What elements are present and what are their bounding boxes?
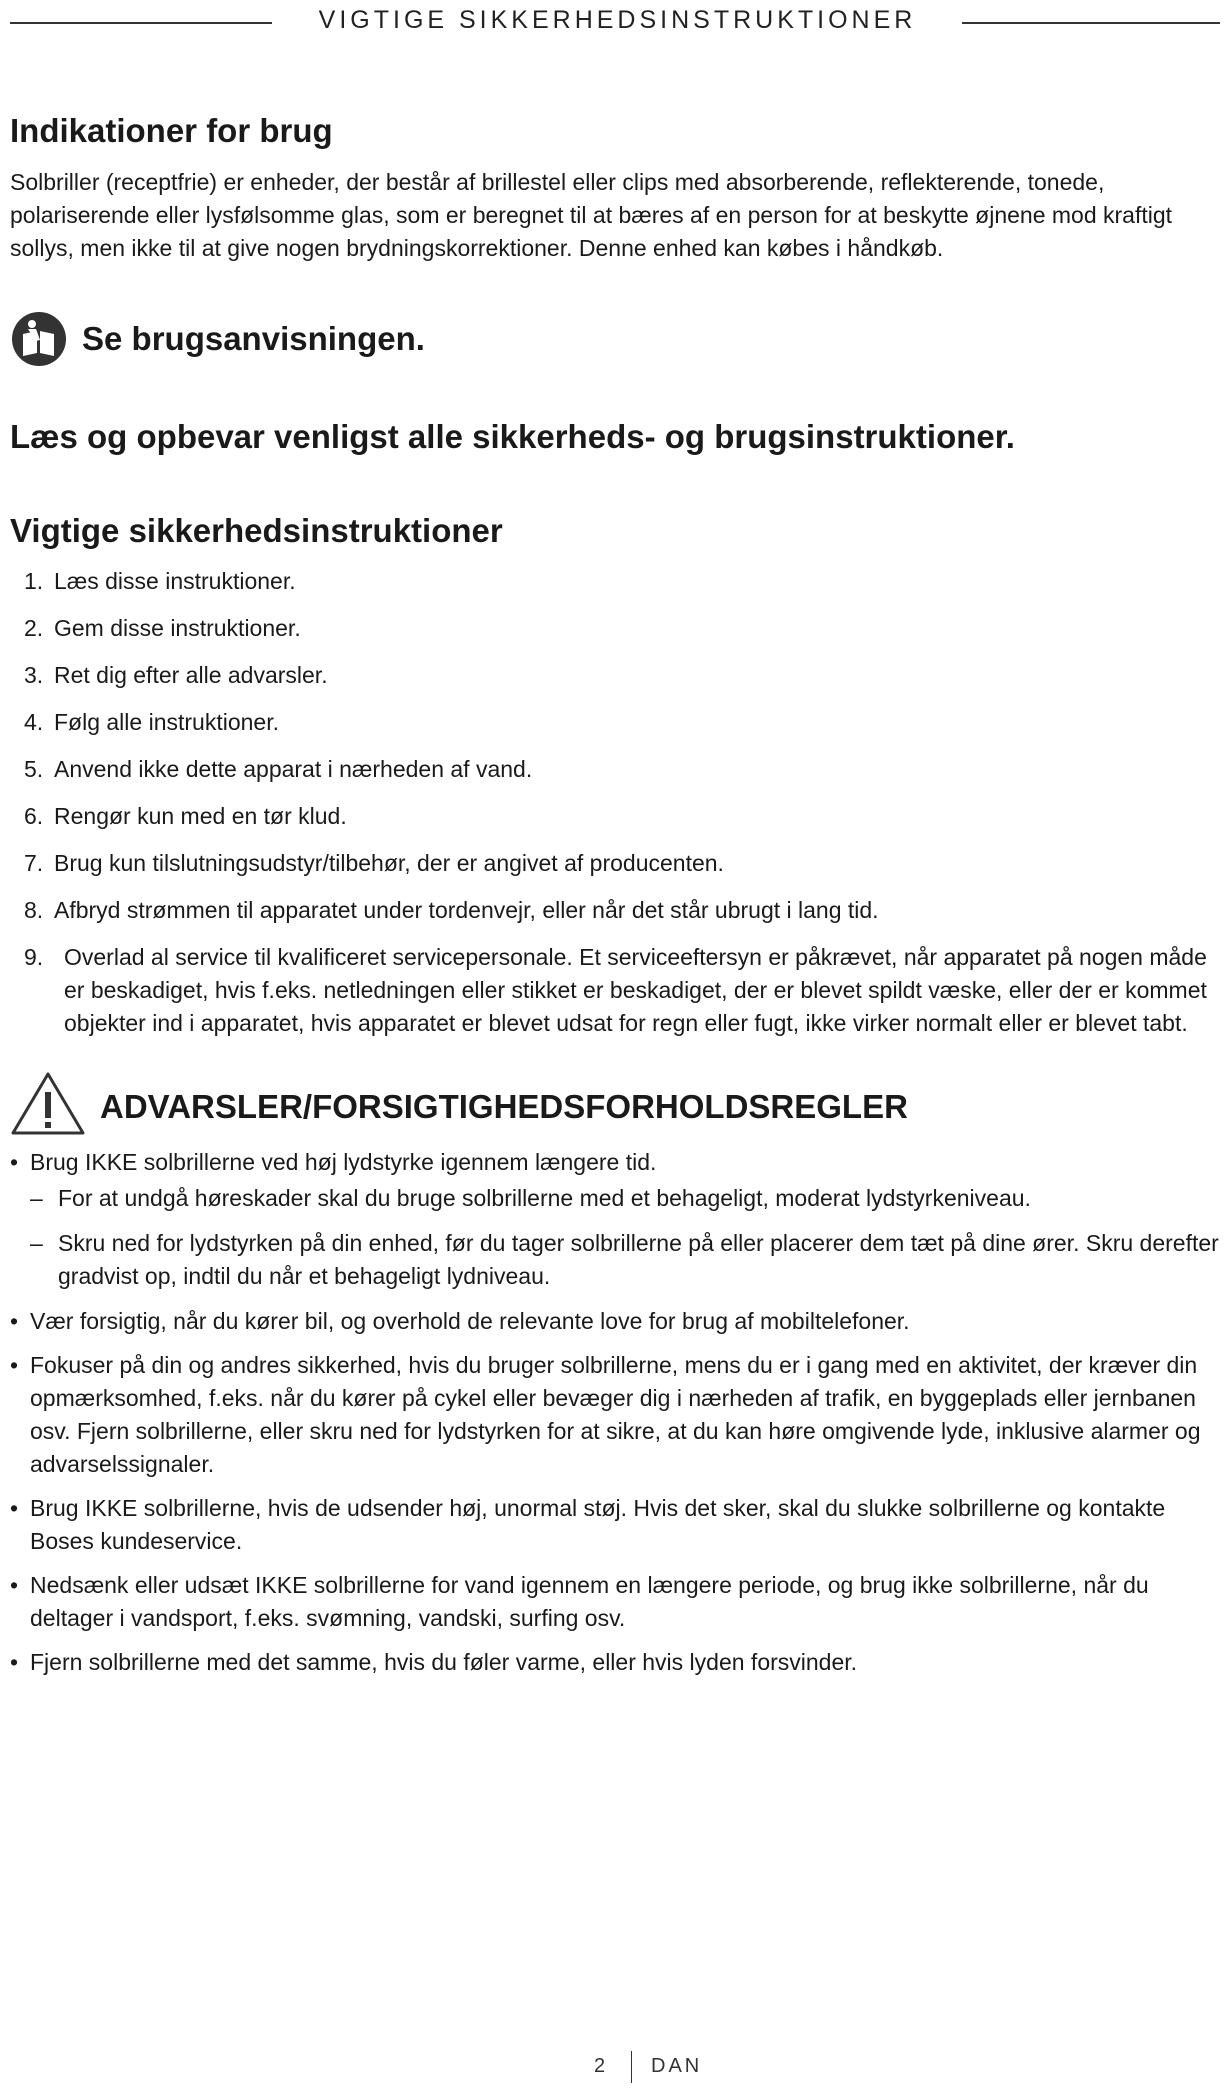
bullet-symbol: • xyxy=(10,1149,19,1175)
indications-heading: Indikationer for brug xyxy=(10,112,333,149)
list-item xyxy=(24,753,1224,786)
safety-heading: Vigtige sikkerhedsinstruktioner xyxy=(10,512,503,549)
list-item-number: 5. xyxy=(24,756,44,782)
list-item xyxy=(24,612,1224,645)
indications-paragraph: Solbriller (receptfrie) er enheder, der består af brillestel eller clips med absorberende, reflekterende, tonede, polariserende eller lysfølsomme glas, som er beregnet til at bæres af en person for at beskytte øjnene mod kraftigt sollys, men ikke til at give nogen brydningskorrektioner. Denne enhed kan købes i håndkøb. xyxy=(10,169,1173,261)
list-item-number: 8. xyxy=(24,897,44,923)
list-item xyxy=(10,1492,1220,1558)
bullet-symbol: • xyxy=(10,1352,19,1378)
header-rule-right xyxy=(962,22,1220,24)
list-item xyxy=(24,847,1224,880)
page-header xyxy=(0,6,1229,36)
list-item xyxy=(24,706,1224,739)
list-item-number: 7. xyxy=(24,850,44,876)
header-rule-left xyxy=(10,22,272,24)
manual-icon xyxy=(10,310,68,368)
list-item xyxy=(10,1305,1220,1338)
sub-list-item-text: For at undgå høreskader skal du bruge solbrillerne med et behageligt, moderat lydstyrkeniveau. xyxy=(58,1185,1031,1211)
bullet-symbol: • xyxy=(10,1308,19,1334)
list-item-text: Afbryd strømmen til apparatet under tordenvejr, eller når det står ubrugt i lang tid. xyxy=(54,897,879,923)
list-item xyxy=(24,659,1224,692)
list-item xyxy=(24,565,1224,598)
header-title: VIGTIGE SIKKERHEDSINSTRUKTIONER xyxy=(318,6,917,34)
list-item xyxy=(24,800,1224,833)
warning-triangle-icon xyxy=(10,1070,86,1136)
list-item-text: Fjern solbrillerne med det samme, hvis du føler varme, eller hvis lyden forsvinder. xyxy=(30,1649,858,1675)
sub-list-item xyxy=(30,1227,1220,1293)
page-footer xyxy=(0,2055,1229,2085)
list-item-text: Nedsænk eller udsæt IKKE solbrillerne for vand igennem en længere periode, og brug ikke solbrillerne, når du deltager i vandsport, f.eks. svømning, vandski, surfing osv. xyxy=(30,1572,1149,1631)
manual-notice-text: Se brugsanvisningen. xyxy=(82,320,425,357)
bullet-symbol: • xyxy=(10,1649,19,1675)
sub-list xyxy=(30,1182,1220,1293)
warnings-list xyxy=(10,1146,1220,1690)
list-item-text: Brug IKKE solbrillerne ved høj lydstyrke igennem længere tid. xyxy=(30,1149,657,1175)
list-item-text: Læs disse instruktioner. xyxy=(54,568,296,594)
warnings-heading: ADVARSLER/FORSIGTIGHEDSFORHOLDSREGLER xyxy=(100,1088,908,1125)
list-item-text: Overlad al service til kvalificeret servicepersonale. Et serviceeftersyn er påkrævet, når apparatet på nogen måde er beskadiget, hvis f.eks. netledningen eller stikket er beskadiget, der er blevet spildt væske, eller der er kommet objekter ind i apparatet, hvis apparatet er blevet udsat for regn eller fugt, ikke virker normalt eller er blevet tabt. xyxy=(64,944,1207,1036)
sub-list-item xyxy=(30,1182,1220,1215)
list-item-number: 2. xyxy=(24,615,44,641)
language-code: DAN xyxy=(651,2055,703,2077)
list-item xyxy=(10,1349,1220,1481)
list-item-number: 9. xyxy=(24,944,44,970)
sub-list-item-text: Skru ned for lydstyrken på din enhed, før du tager solbrillerne på eller placerer dem tæt på dine ører. Skru derefter gradvist op, indtil du når et behageligt lydniveau. xyxy=(58,1230,1219,1289)
list-item-number: 3. xyxy=(24,662,44,688)
list-item xyxy=(10,1146,1220,1293)
list-item-text: Følg alle instruktioner. xyxy=(54,709,279,735)
list-item-text: Gem disse instruktioner. xyxy=(54,615,301,641)
list-item-number: 1. xyxy=(24,568,44,594)
list-item-text: Anvend ikke dette apparat i nærheden af vand. xyxy=(54,756,533,782)
list-item-text: Vær forsigtig, når du kører bil, og overhold de relevante love for brug af mobiltelefoner. xyxy=(30,1308,910,1334)
safety-list xyxy=(24,565,1224,1054)
read-notice: Læs og opbevar venligst alle sikkerheds- og brugsinstruktioner. xyxy=(10,418,1015,455)
list-item xyxy=(24,894,1224,927)
list-item xyxy=(10,1646,1220,1679)
list-item-text: Ret dig efter alle advarsler. xyxy=(54,662,328,688)
list-item-text: Brug kun tilslutningsudstyr/tilbehør, der er angivet af producenten. xyxy=(54,850,724,876)
list-item xyxy=(10,1569,1220,1635)
list-item-number: 6. xyxy=(24,803,44,829)
page-number: 2 xyxy=(594,2055,606,2077)
dash-symbol: – xyxy=(30,1185,43,1211)
list-item-text: Rengør kun med en tør klud. xyxy=(54,803,347,829)
list-item-text: Brug IKKE solbrillerne, hvis de udsender høj, unormal støj. Hvis det sker, skal du slukke solbrillerne og kontakte Boses kundeservice. xyxy=(30,1495,1166,1554)
bullet-symbol: • xyxy=(10,1495,19,1521)
footer-divider xyxy=(631,2051,632,2083)
list-item xyxy=(24,941,1224,1040)
dash-symbol: – xyxy=(30,1230,43,1256)
bullet-symbol: • xyxy=(10,1572,19,1598)
list-item-number: 4. xyxy=(24,709,44,735)
list-item-text: Fokuser på din og andres sikkerhed, hvis du bruger solbrillerne, mens du er i gang med en aktivitet, der kræver din opmærksomhed, f.eks. når du kører på cykel eller bevæger dig i nærheden af trafik, en byggeplads eller jernbanen osv. Fjern solbrillerne, eller skru ned for lydstyrken for at sikre, at du kan høre omgivende lyde, inklusive alarmer og advarselssignaler. xyxy=(30,1352,1201,1477)
